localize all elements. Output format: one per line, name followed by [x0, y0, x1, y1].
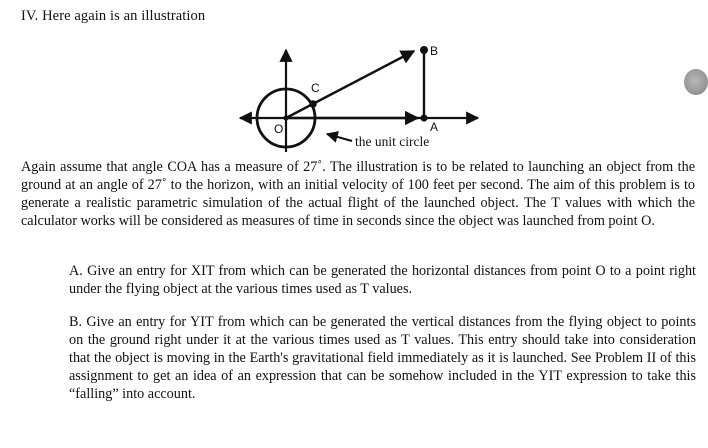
part-b-paragraph: B. Give an entry for YIT from which can be generated the vertical distances from the flying object to points on the ground right under it at the various times used as T values. This entry should take into consideration that the object is moving in the Earth's gravitational field immediately as it is launched. See Problem II of this assignment to get an idea of an expression that can be somehow included in the YIT expression to take this “falling” into account.: [69, 314, 696, 402]
point-o: [283, 115, 288, 120]
vector-ob: [286, 51, 414, 118]
point-a: [420, 114, 427, 121]
point-c: [309, 100, 317, 108]
section-heading: IV. Here again is an illustration: [21, 8, 206, 24]
label-a: A: [430, 120, 439, 134]
figure-caption: the unit circle: [355, 134, 430, 149]
intro-paragraph: Again assume that angle COA has a measure of 27˚. The illustration is to be related to launching an object from the ground at an angle of 27˚ to the horizon, with an initial velocity of 100 feet per second. The aim of this problem is to generate a realistic parametric simulation of the actual flight of the launched object. The T values with which the calculator works will be considered as measures of time in seconds since the object was launched from point O.: [21, 159, 695, 229]
binder-hole: [684, 69, 708, 95]
part-a-paragraph: A. Give an entry for XIT from which can be generated the horizontal distances from point O to a point right under the flying object at the various times used as T values.: [69, 263, 696, 297]
label-o: O: [274, 122, 284, 136]
label-c: C: [311, 81, 320, 95]
point-b: [420, 46, 428, 54]
caption-arrow: [327, 134, 352, 141]
unit-circle-diagram: [0, 0, 708, 160]
label-b: B: [430, 44, 439, 58]
